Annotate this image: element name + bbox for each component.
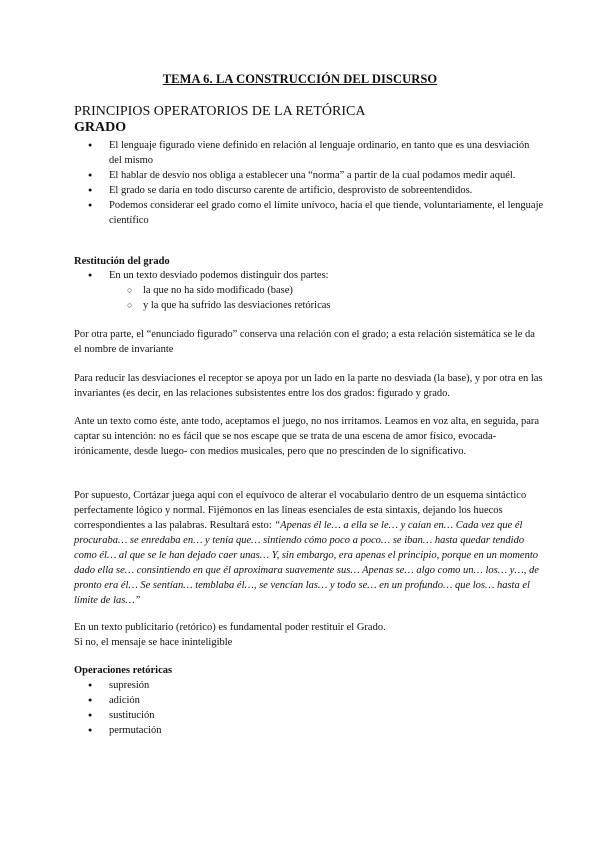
paragraph-line: En un texto publicitario (retórico) es fundamental poder restituir el Grado.: [74, 622, 386, 633]
list-item: ○ y la que ha sufrido las desviaciones retóricas: [74, 298, 544, 313]
list-item: ● El lenguaje figurado viene definido en relación al lenguaje ordinario, en tanto que es una desviación del mismo: [74, 138, 544, 168]
list-item: ● El hablar de desvío nos obliga a establecer una “norma” a partir de la cual podamos medir aquél.: [74, 168, 544, 183]
paragraph-cortazar-text: Por supuesto, Cortázar juega aquí con el equívoco de alterar el vocabulario dentro de un esquema sintáctico perfectamente lógico y normal. Fijémonos en las líneas esenciales de esta sintaxis, dejando los huecos correspondientes a las palabras. Resultará esto:: [74, 490, 527, 531]
restitucion-list: [74, 268, 544, 313]
paragraph-publicitario: [74, 620, 544, 650]
cortazar-quote: “Apenas él le… a ella se le… y caían en… Cada vez que él procuraba… se enredaba en… y tenía que… sintiendo cómo poco a poco… se iban… hasta quedar tendido como él… al que se le han dejado caer unas… Y, sin embargo, era apenas el principio, porque en un momento dado ella se… consintiendo en que él aproximara suavemente sus… Apenas se… algo como un… los… y…, de pronto era él… Se sentían… temblaba él…, se vencían las… y todo se… en un profundo… que los… hasta el límite de las…”: [74, 520, 539, 606]
operaciones-list: [74, 678, 544, 738]
list-item: ● En un texto desviado podemos distinguir dos partes:: [74, 268, 544, 283]
list-item: ● El grado se daría en todo discurso carente de artificio, desprovisto de sobreentendidos.: [74, 183, 544, 198]
paragraph-reducir-desviaciones: Para reducir las desviaciones el receptor se apoya por un lado en la parte no desviada (la base), y por otra en las invariantes (es decir, en las relaciones subsistentes entre los dos grados: figurado y grado.: [74, 373, 543, 399]
list-item: ○ la que no ha sido modificado (base): [74, 283, 544, 298]
subsection-title: GRADO: [74, 120, 127, 135]
paragraph-ante-un-texto: Ante un texto como éste, ante todo, aceptamos el juego, no nos irritamos. Leamos en voz alta, en seguida, para captar su intención: no es fácil que se nos escape que se trata de una escena de amor físico, evocada- irónicamente, desde luego- con medios musicales, pero que no prescinden de lo significativo.: [74, 416, 540, 457]
list-item: ● permutación: [74, 723, 544, 738]
paragraph-line: Si no, el mensaje se hace ininteligible: [74, 637, 233, 648]
list-item: ● adición: [74, 693, 544, 708]
section-title: PRINCIPIOS OPERATORIOS DE LA RETÓRICA: [74, 104, 366, 119]
operaciones-heading: Operaciones retóricas: [74, 665, 173, 676]
list-item: ● Podemos considerar eel grado como el límite unívoco, hacia el que tiende, voluntariamente, el lenguaje científico: [74, 198, 544, 228]
grado-bullet-list: [74, 138, 544, 228]
list-item: ● sustitución: [74, 708, 544, 723]
restitucion-heading: Restitución del grado: [74, 256, 170, 267]
paragraph-cortazar: [74, 488, 544, 608]
paragraph-invariante: Por otra parte, el “enunciado figurado” conserva una relación con el grado; a esta relación sistemática se le da el nombre de invariante: [74, 329, 535, 355]
list-item: ● supresión: [74, 678, 544, 693]
document-title: TEMA 6. LA CONSTRUCCIÓN DEL DISCURSO: [162, 72, 438, 86]
